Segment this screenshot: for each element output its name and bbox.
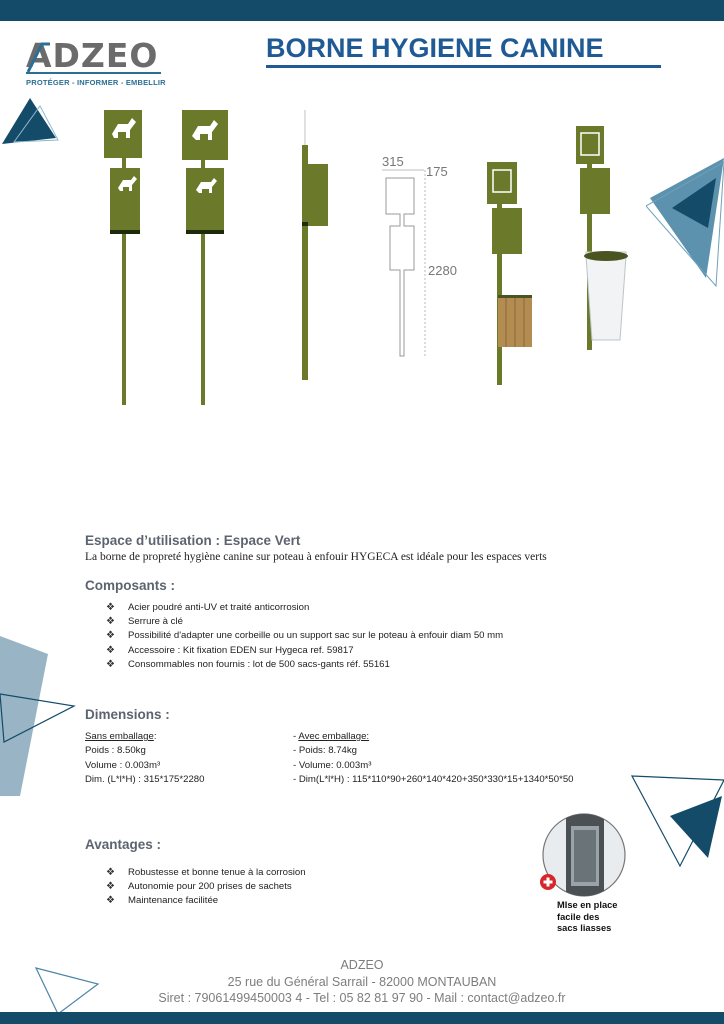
without-packaging-dims: Dim. (L*l*H) : 315*175*2280 — [85, 773, 205, 785]
without-packaging-weight: Poids : 8.50kg — [85, 745, 146, 757]
product-illustrations — [90, 100, 650, 420]
list-item: ❖ Possibilité d'adapter une corbeille ou un support sac sur le poteau à enfouir diam 50 mm — [106, 629, 503, 643]
with-packaging-label: Avec emballage: — [298, 731, 370, 742]
borne-with-bag-support — [576, 126, 628, 350]
list-item: ❖ Acier poudré anti-UV et traité anticorrosion — [106, 601, 503, 615]
components-list — [106, 601, 503, 672]
left-top-triangle-icon — [0, 96, 60, 148]
list-item: ❖ Accessoire : Kit fixation EDEN sur Hygeca ref. 59817 — [106, 644, 503, 658]
list-item: ❖ Maintenance facilitée — [106, 894, 306, 908]
bag-refill-inset-image — [536, 812, 628, 898]
bullet-diamond-icon: ❖ — [106, 630, 115, 642]
bullet-diamond-icon: ❖ — [106, 881, 115, 893]
top-banner — [0, 0, 724, 21]
inset-caption: MIse en place facile des sacs liasses — [557, 900, 618, 933]
borne-side-view — [302, 110, 328, 380]
footer-address: 25 rue du Général Sarrail - 82000 MONTAUBAN — [227, 974, 497, 989]
list-item: ❖ Autonomie pour 200 prises de sachets — [106, 880, 306, 894]
title-underline — [266, 65, 661, 68]
logo-tagline: PROTÉGER - INFORMER - EMBELLIR — [26, 78, 166, 87]
bullet-diamond-icon: ❖ — [106, 895, 115, 907]
right-top-triangle-icon — [646, 158, 724, 288]
borne-with-wooden-bin — [487, 162, 532, 385]
bullet-diamond-icon: ❖ — [106, 658, 115, 670]
list-item: ❖ Robustesse et bonne tenue à la corrosion — [106, 866, 306, 880]
bottom-banner — [0, 1012, 724, 1024]
page-title: BORNE HYGIENE CANINE — [266, 33, 604, 63]
dimensions-without-packaging: Sans emballage: Poids : 8.50kg Volume : 0.003m³ Dim. (L*l*H) : 315*175*2280 — [85, 730, 204, 787]
dim-height-label: 2280 — [428, 263, 457, 278]
bullet-diamond-icon: ❖ — [106, 602, 115, 613]
borne-unit-1 — [104, 110, 142, 405]
without-packaging-volume: Volume : 0.003m³ — [85, 759, 161, 771]
bullet-diamond-icon: ❖ — [106, 644, 115, 656]
logo-text: ADZEO — [26, 36, 159, 75]
with-packaging-volume: - Volume: 0.003m³ — [293, 759, 372, 771]
with-packaging-weight: - Poids: 8.74kg — [293, 745, 357, 757]
advantages-list — [106, 866, 306, 909]
dimension-drawing — [382, 154, 457, 356]
dim-depth-label: 175 — [426, 164, 448, 179]
footer-contact: Siret : 79061499450003 4 - Tel : 05 82 81 97 90 - Mail : contact@adzeo.fr — [158, 991, 566, 1005]
without-packaging-label: Sans emballage — [85, 731, 154, 742]
dimensions-with-packaging: - Avec emballage: - Poids: 8.74kg - Volume: 0.003m³ - Dim(L*l*H) : 115*110*90+260*140*420+350*330*15+1340*50*50 — [293, 730, 574, 787]
usage-heading: Espace d’utilisation : Espace Vert — [85, 533, 301, 548]
bullet-diamond-icon: ❖ — [106, 867, 115, 878]
borne-unit-2 — [182, 110, 228, 405]
advantages-heading: Avantages : — [85, 837, 162, 852]
list-item: ❖ Serrure à clé — [106, 615, 503, 629]
components-heading: Composants : — [85, 578, 176, 593]
footer — [0, 957, 724, 1007]
dimensions-heading: Dimensions : — [85, 707, 170, 722]
footer-company: ADZEO — [340, 958, 384, 972]
adzeo-logo — [26, 36, 166, 92]
dim-width-label: 315 — [382, 154, 404, 169]
list-item: ❖ Consommables non fournis : lot de 500 sacs-gants réf. 55161 — [106, 658, 503, 672]
right-bottom-triangle-icon — [630, 772, 724, 868]
bullet-diamond-icon: ❖ — [106, 616, 115, 628]
logo-triangle-icon — [26, 36, 166, 80]
with-packaging-dims: - Dim(L*l*H) : 115*110*90+260*140*420+350*330*15+1340*50*50 — [293, 773, 574, 785]
usage-description: La borne de propreté hygiène canine sur poteau à enfouir HYGECA est idéale pour les espaces verts — [85, 551, 547, 563]
left-middle-triangle-icon — [0, 636, 78, 800]
